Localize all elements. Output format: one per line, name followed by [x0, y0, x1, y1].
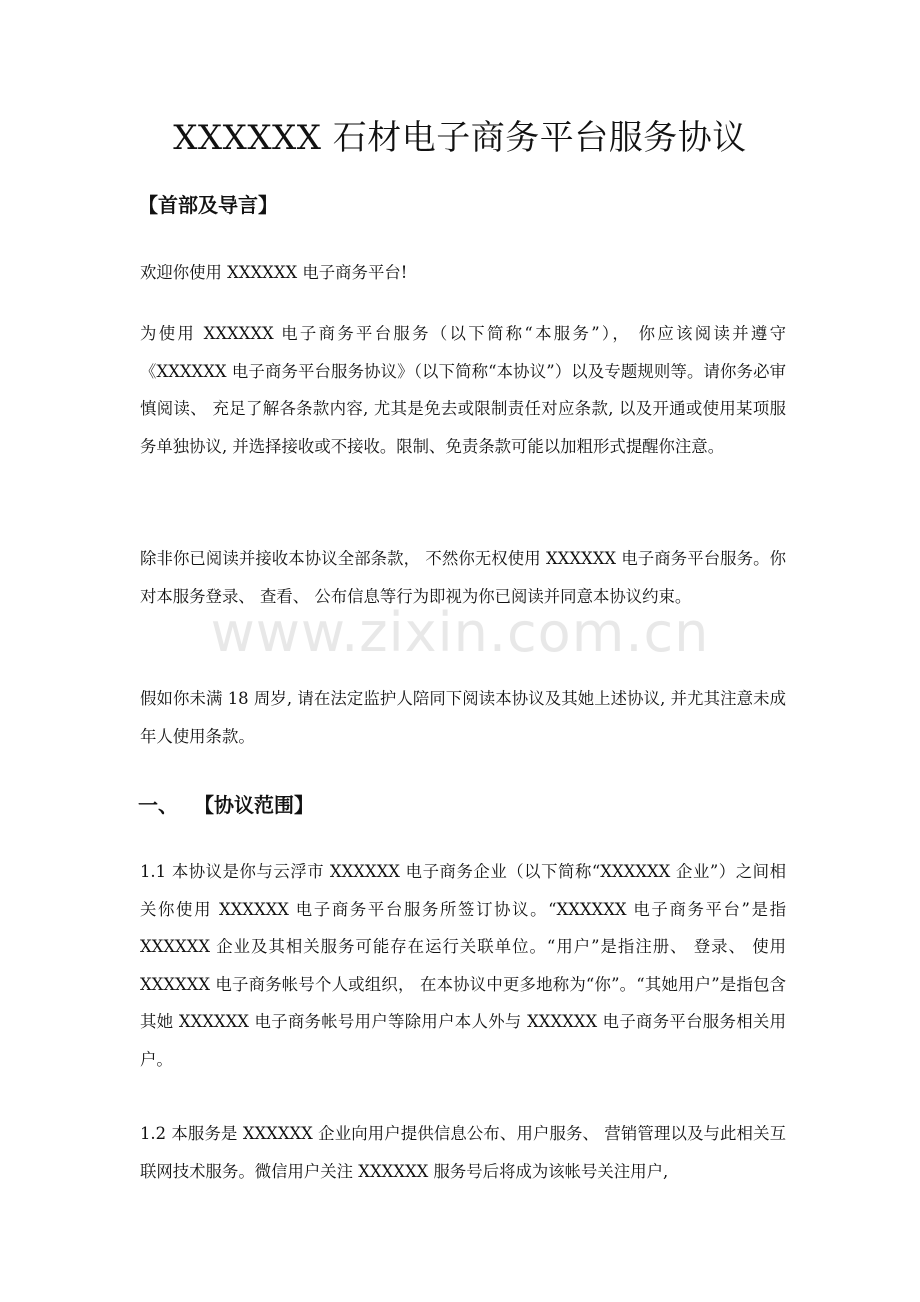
section-number: 一、: [138, 793, 178, 817]
clause-1-2: 1.2 本服务是 XXXXXX 企业向用户提供信息公布、用户服务、 营销管理以及与此相关互联网技术服务。微信用户关注 XXXXXX 服务号后将成为该帐号关注用户,: [140, 1124, 786, 1181]
paragraph-agreement-intro: 为使用 XXXXXX 电子商务平台服务（以下简称“本服务”）， 你应该阅读并遵守《XXXXXX 电子商务平台服务协议》（以下简称“本协议”）以及专题规则等。请你务必审慎阅读、 充足了解各条款内容, 尤其是免去或限制责任对应条款, 以及开通或使用某项服务单独协议, 并选择接收或不接收。限制、免责条款可能以加粗形式提醒你注意。: [140, 324, 786, 456]
section-heading-scope: [138, 790, 314, 820]
section-heading-preamble: 【首部及导言】: [138, 193, 278, 217]
watermark: www.zixin.com.cn: [210, 601, 710, 664]
paragraph-acceptance: 除非你已阅读并接收本协议全部条款， 不然你无权使用 XXXXXX 电子商务平台服务。你对本服务登录、 查看、 公布信息等行为即视为你已阅读并同意本协议约束。: [140, 549, 786, 606]
paragraph-minors: 假如你未满 18 周岁, 请在法定监护人陪同下阅读本协议及其她上述协议, 并尤其注意未成年人使用条款。: [140, 689, 786, 746]
clause-1-1: 1.1 本协议是你与云浮市 XXXXXX 电子商务企业（以下简称“XXXXXX 企业”）之间相关你使用 XXXXXX 电子商务平台服务所签订协议。“XXXXXX 电子商务平台”是指 XXXXXX 企业及其相关服务可能存在运行关联单位。“用户”是指注册、 登录、 使用 XXXXXX 电子商务帐号个人或组织， 在本协议中更多地称为“你”。“其她用户”是指包含其她 XXXXXX 电子商务帐号用户等除用户本人外与 XXXXXX 电子商务平台服务相关用户。: [140, 862, 786, 1069]
section-heading-text: 【协议范围】: [194, 793, 314, 817]
paragraph-welcome: 欢迎你使用 XXXXXX 电子商务平台!: [140, 263, 408, 282]
document-title: XXXXXX 石材电子商务平台服务协议: [173, 118, 747, 158]
